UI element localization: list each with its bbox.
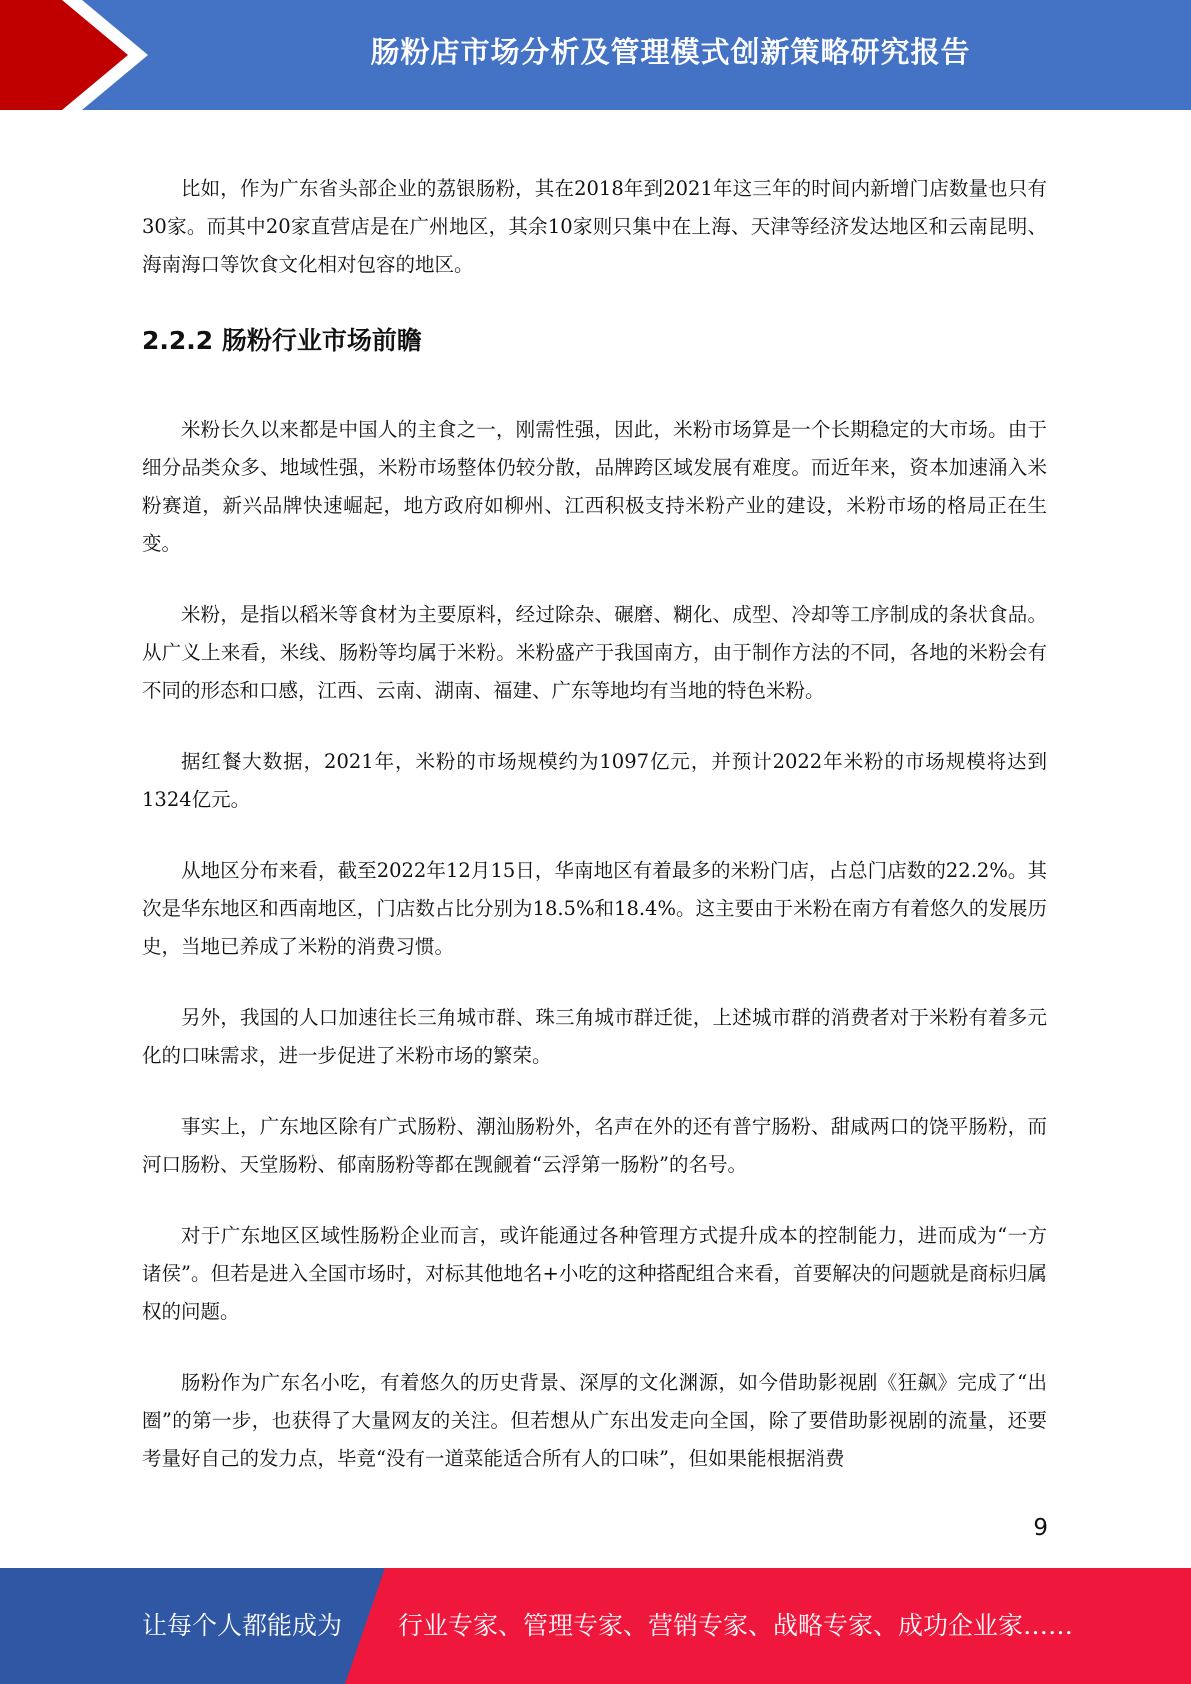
paragraph-3: 米粉，是指以稻米等食材为主要原料，经过除杂、碾磨、糊化、成型、冷却等工序制成的条状食品。从广义上来看，米线、肠粉等均属于米粉。米粉盛产于我国南方，由于制作方法的不同，各地的米粉会有不同的形态和口感，江西、云南、湖南、福建、广东等地均有当地的特色米粉。 [142,603,1047,702]
report-title: 肠粉店市场分析及管理模式创新策略研究报告 [370,35,971,69]
page-number: 9 [1033,1515,1048,1541]
paragraph-4: 据红餐大数据，2021年，米粉的市场规模约为1097亿元，并预计2022年米粉的市场规模将达到1324亿元。 [142,750,1047,811]
paragraph-6: 另外，我国的人口加速往长三角城市群、珠三角城市群迁徙，上述城市群的消费者对于米粉有着多元化的口味需求，进一步促进了米粉市场的繁荣。 [142,1006,1047,1067]
paragraph-2: 米粉长久以来都是中国人的主食之一，刚需性强，因此，米粉市场算是一个长期稳定的大市场。由于细分品类众多、地域性强，米粉市场整体仍较分散，品牌跨区域发展有难度。而近年来，资本加速涌入米粉赛道，新兴品牌快速崛起，地方政府如柳州、江西积极支持米粉产业的建设，米粉市场的格局正在生变。 [142,418,1047,555]
page-header [0,0,1191,110]
page-content [142,170,1047,1511]
paragraph-5: 从地区分布来看，截至2022年12月15日，华南地区有着最多的米粉门店，占总门店数的22.2%。其次是华东地区和西南地区，门店数占比分别为18.5%和18.4%。这主要由于米粉在南方有着悠久的发展历史，当地已养成了米粉的消费习惯。 [142,859,1047,958]
footer-slogan: 让每个人都能成为 [142,1611,343,1640]
paragraph-9: 肠粉作为广东名小吃，有着悠久的历史背景、深厚的文化渊源，如今借助影视剧《狂飙》完成了“出圈”的第一步，也获得了大量网友的关注。但若想从广东出发走向全国，除了要借助影视剧的流量，还要考量好自己的发力点，毕竟“没有一道菜能适合所有人的口味”，但如果能根据消费 [142,1371,1047,1470]
paragraph-8: 对于广东地区区域性肠粉企业而言，或许能通过各种管理方式提升成本的控制能力，进而成为“一方诸侯”。但若是进入全国市场时，对标其他地名+小吃的这种搭配组合来看，首要解决的问题就是商标归属权的问题。 [142,1224,1047,1323]
paragraph-7: 事实上，广东地区除有广式肠粉、潮汕肠粉外，名声在外的还有普宁肠粉、甜咸两口的饶平肠粉，而河口肠粉、天堂肠粉、郁南肠粉等都在觊觎着“云浮第一肠粉”的名号。 [142,1115,1047,1176]
paragraph-1: 比如，作为广东省头部企业的荔银肠粉，其在2018年到2021年这三年的时间内新增门店数量也只有30家。而其中20家直营店是在广州地区，其余10家则只集中在上海、天津等经济发达地区和云南昆明、海南海口等饮食文化相对包容的地区。 [142,177,1047,276]
section-heading: 2.2.2 肠粉行业市场前瞻 [142,326,422,355]
footer-tagline: 行业专家、管理专家、营销专家、战略专家、成功企业家…… [398,1611,1074,1640]
page-footer [0,1568,1191,1684]
